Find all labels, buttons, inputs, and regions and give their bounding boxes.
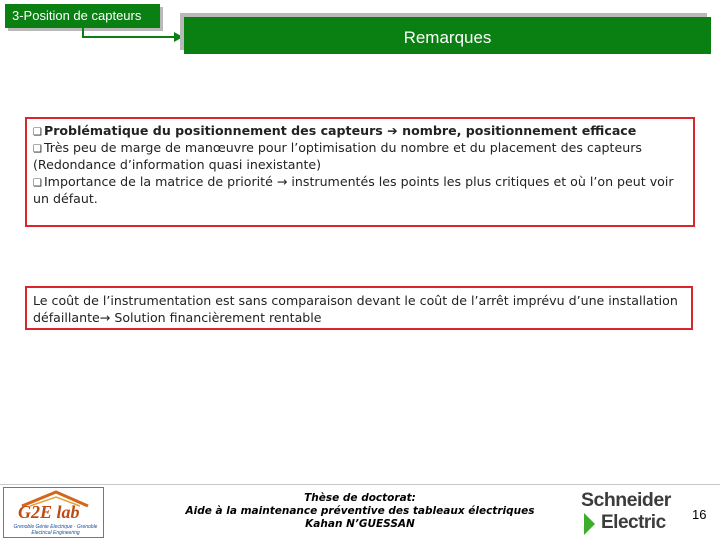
footer-line-2: Aide à la maintenance préventive des tableaux électriques <box>185 505 535 517</box>
g2elab-tagline: Grenoble Génie Electrique · Grenoble Electrical Engineering <box>13 524 98 536</box>
remark-item-3-text: Importance de la matrice de priorité → instrumentés les points les plus critiques et où l’on peut voir un défaut. <box>33 174 674 206</box>
footer-line-3: Kahan N’GUESSAN <box>305 518 415 530</box>
schneider-mark-icon <box>584 513 595 535</box>
remark-item-2 <box>33 139 687 173</box>
remark-item-2-text: Très peu de marge de manœuvre pour l’optimisation du nombre et du placement des capteurs (Redondance d’information quasi inexistante) <box>33 140 642 172</box>
remark-item-3 <box>33 173 687 207</box>
footer-thesis-info <box>150 492 570 531</box>
checkbox-bullet-icon: ❑ <box>33 144 42 155</box>
checkbox-bullet-icon: ❑ <box>33 127 42 138</box>
remark-item-1-text: Problématique du positionnement des capteurs ➔ nombre, positionnement efficace <box>43 123 637 138</box>
g2elab-brand: G2E lab <box>18 502 80 522</box>
remark-item-1 <box>33 122 687 139</box>
schneider-electric-logo <box>581 489 681 537</box>
arrow-right-icon <box>174 32 183 42</box>
logo-word-electric: Electric <box>601 512 666 533</box>
g2elab-logo <box>3 487 104 538</box>
conclusion-text: Le coût de l’instrumentation est sans comparaison devant le coût de l’arrêt imprévu d’une installation défaillante→ Solution financièrement rentable <box>33 293 678 325</box>
footer-divider <box>0 484 720 485</box>
remarks-box <box>25 117 695 227</box>
section-tag: 3-Position de capteurs <box>5 4 160 28</box>
slide-title: Remarques <box>184 17 711 54</box>
page-number: 16 <box>692 507 707 522</box>
conclusion-box <box>25 286 693 330</box>
logo-word-schneider: Schneider <box>581 489 671 511</box>
checkbox-bullet-icon: ❑ <box>33 178 42 189</box>
footer-line-1: Thèse de doctorat: <box>304 492 416 504</box>
connector-line <box>82 36 176 38</box>
